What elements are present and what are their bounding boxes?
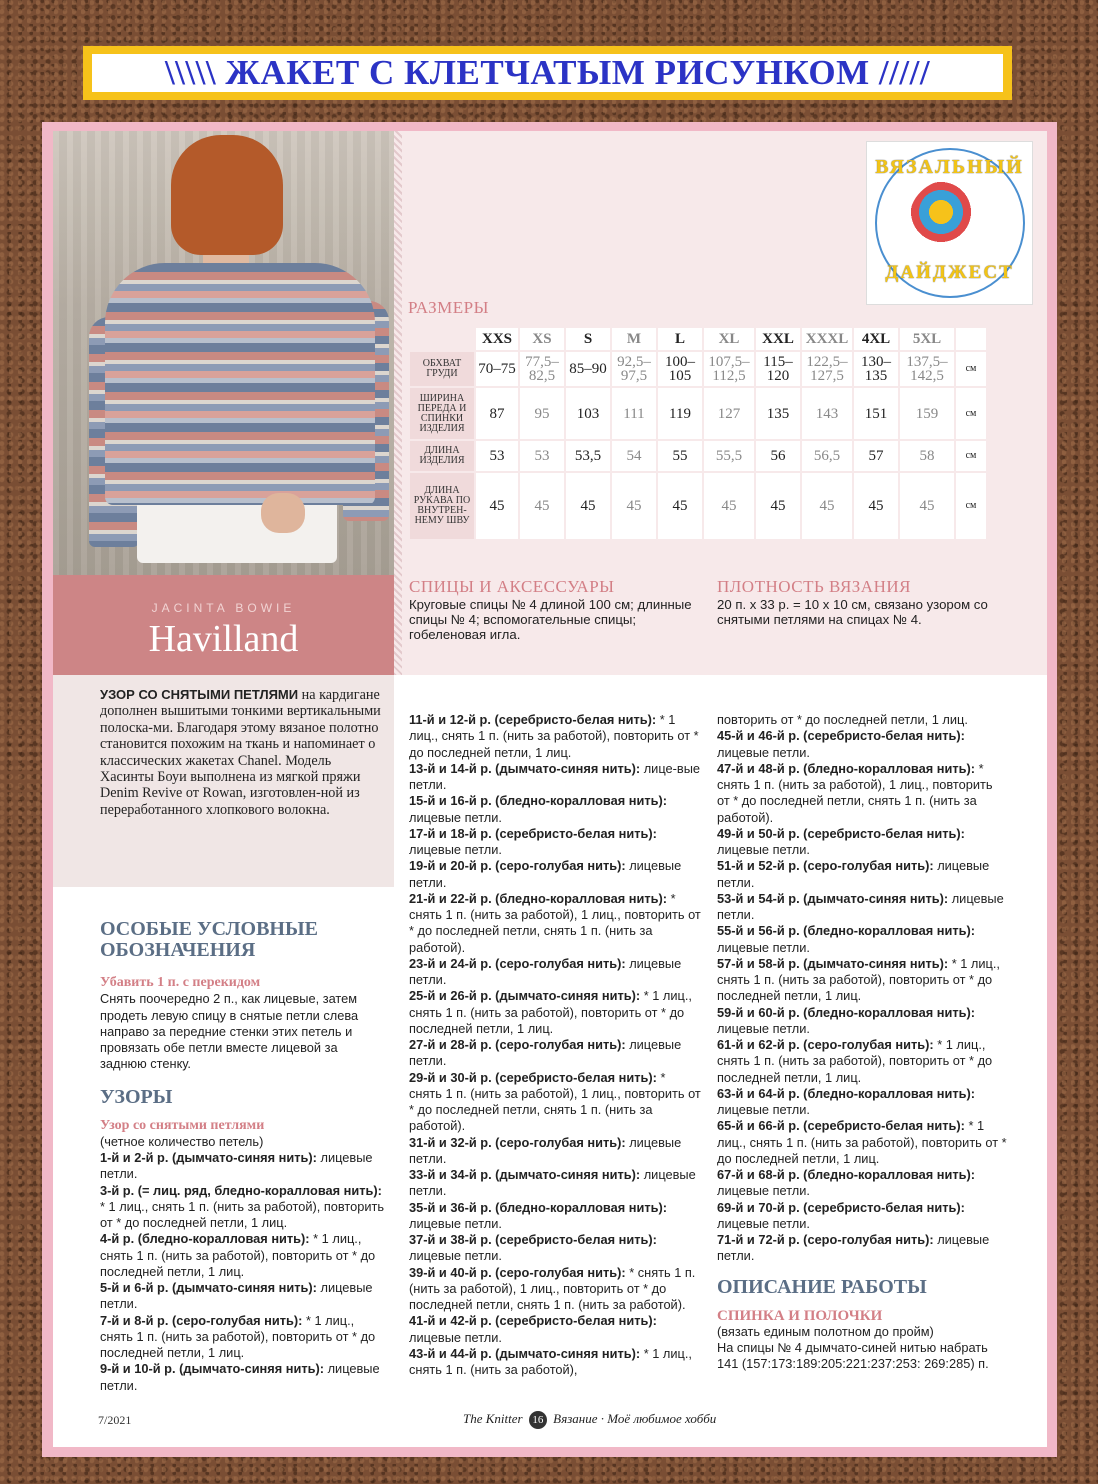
unit: см (956, 441, 986, 471)
row-label: 43-й и 44-й р. (дымчато-синяя нить): (409, 1345, 641, 1361)
cell: 45 (854, 473, 898, 539)
pattern-row (409, 1070, 701, 1135)
row-label: 3-й р. (= лиц. ряд, бледно-коралловая нить): (100, 1182, 382, 1198)
model-photo (53, 131, 394, 575)
intro-lead: УЗОР СО СНЯТЫМИ ПЕТЛЯМИ (100, 687, 299, 702)
size-col: S (566, 328, 610, 350)
row-instruction: * 1 лиц., снять 1 п. (нить за работой), повторить от * до последней петли, 1 лиц. (100, 1312, 376, 1360)
pattern-row (100, 1280, 385, 1313)
cell: 45 (704, 473, 754, 539)
yarn-balls-icon (909, 180, 989, 260)
work-subheading: СПИНКА И ПОЛОЧКИ (717, 1307, 883, 1324)
brand-name: The Knitter (463, 1411, 523, 1426)
cell: 45 (802, 473, 852, 539)
row-instruction: * 1 лиц., снять 1 п. (нить за работой), (409, 1345, 692, 1377)
cell: 45 (658, 473, 702, 539)
row-instruction: * 1 лиц., снять 1 п. (нить за работой), повторить от * до последней петли, 1 лиц. (409, 988, 692, 1036)
sizes-heading: РАЗМЕРЫ (408, 298, 489, 317)
cell: 53 (476, 441, 518, 471)
patterns-heading: УЗОРЫ (100, 1085, 173, 1108)
row-label: 71-й и 72-й р. (серо-голубая нить): (717, 1232, 934, 1247)
row-label: 55-й и 56-й р. (бледно-коралловая нить): (717, 923, 976, 939)
row-instruction: лицевые петли. (409, 809, 502, 825)
cell: 45 (900, 473, 954, 539)
pattern-row (409, 793, 701, 826)
symbols-text: Снять поочередно 2 п., как лицевые, затем продеть левую спицу в снятые петли слева направо за передние стенки этих петель и провязать обе петли вместе лицевой за заднюю стенку. (100, 991, 359, 1072)
row-instruction: * снять 1 п. (нить за работой), 1 лиц., повторить от * до последней петли, снять 1 п. (нить за работой). (717, 760, 993, 825)
row-instruction: лицевые петли. (100, 1280, 373, 1312)
pattern-rows-2 (409, 712, 701, 1378)
tagline: Вязание · Моё любимое хобби (553, 1411, 717, 1426)
row-label: 41-й и 42-й р. (серебристо-белая нить): (409, 1313, 657, 1329)
row-instruction: * 1 лиц., снять 1 п. (нить за работой), повторить от * до последней петли, 1 лиц. (409, 712, 699, 760)
size-col: 4XL (854, 328, 898, 350)
size-col: XL (704, 328, 754, 350)
table-row (410, 388, 986, 439)
row-instruction: лицевые петли. (409, 1167, 696, 1199)
row-instruction: лицевые петли. (717, 1102, 810, 1117)
table-row (410, 473, 986, 539)
cell: 130–135 (854, 352, 898, 386)
row-instruction: * снять 1 п. (нить за работой), 1 лиц., повторить от * до последней петли, снять 1 п. (нить за работой). (409, 890, 701, 955)
row-instruction: лицевые петли. (717, 1232, 990, 1264)
row-label: 4-й р. (бледно-коралловая нить): (100, 1231, 310, 1247)
needles-heading: СПИЦЫ И АКСЕССУАРЫ (409, 577, 615, 596)
title-banner-inner (92, 54, 1003, 92)
cell: 115–120 (756, 352, 800, 386)
row-instruction: лицевые петли. (409, 842, 502, 857)
logo-text-top: ВЯЗАЛЬНЫЙ (875, 156, 1024, 178)
row-instruction: лицевые петли. (717, 744, 810, 760)
cell: 92,5–97,5 (612, 352, 656, 386)
footer-credit (463, 1411, 716, 1429)
row-instruction: * 1 лиц., снять 1 п. (нить за работой), повторить от * до последней петли, 1 лиц. (717, 1037, 993, 1085)
cell: 58 (900, 441, 954, 471)
row-instruction: лицевые петли. (409, 1248, 502, 1264)
row-label: 25-й и 26-й р. (дымчато-синяя нить): (409, 988, 641, 1004)
cell: 100–105 (658, 352, 702, 386)
cell: 111 (612, 388, 656, 439)
row-instruction: лицевые петли. (717, 1183, 810, 1199)
needles-text: Круговые спицы № 4 длиной 100 см; длинные спицы № 4; вспомогательные спицы; гобеленовая игла. (409, 597, 692, 642)
row-label: 51-й и 52-й р. (серо-голубая нить): (717, 858, 934, 874)
row-label: 37-й и 38-й р. (серебристо-белая нить): (409, 1232, 657, 1247)
pattern-row (717, 891, 1007, 924)
magazine-page (42, 122, 1057, 1457)
row-label: 5-й и 6-й р. (дымчато-синяя нить): (100, 1280, 317, 1295)
row-instruction: лицевые петли. (100, 1361, 380, 1393)
row-label: 9-й и 10-й р. (дымчато-синяя нить): (100, 1361, 325, 1377)
unit: см (956, 388, 986, 439)
row-label: 65-й и 66-й р. (серебристо-белая нить): (717, 1118, 965, 1134)
column-1 (100, 919, 385, 1394)
cell: 56,5 (802, 441, 852, 471)
unit: см (956, 473, 986, 539)
row-instruction: лицевые петли. (717, 1215, 810, 1231)
magazine-page-content (53, 131, 1047, 1447)
pattern-row (409, 826, 701, 859)
pattern-row (717, 826, 1007, 859)
row-label: 15-й и 16-й р. (бледно-коралловая нить): (409, 793, 668, 809)
density-text: 20 п. х 33 р. = 10 х 10 см, связано узором со снятыми петлями на спицах № 4. (717, 597, 988, 627)
pattern-row (409, 891, 701, 956)
row-label: 45-й и 46-й р. (серебристо-белая нить): (717, 728, 965, 744)
row-instruction: лицевые петли. (409, 858, 682, 890)
symbols-heading: ОСОБЫЕ УСЛОВНЫЕ ОБОЗНАЧЕНИЯ (100, 918, 318, 961)
cell: 45 (756, 473, 800, 539)
cell: 45 (566, 473, 610, 539)
row-instruction: лицевые петли. (717, 939, 810, 955)
row-instruction: лицевые петли. (409, 1215, 502, 1231)
cell: 70–75 (476, 352, 518, 386)
pattern-row (717, 1167, 1007, 1200)
patterns-subheading: Узор со снятыми петлями (100, 1117, 265, 1133)
pattern-row (409, 1037, 701, 1070)
row-instruction: лицевые петли. (409, 1134, 682, 1166)
cell: 122,5–127,5 (802, 352, 852, 386)
row-instruction: лицевые петли. (717, 842, 810, 857)
size-col: 5XL (900, 328, 954, 350)
pattern-row (717, 956, 1007, 1005)
pattern-row (717, 1118, 1007, 1167)
row-instruction: лицевые петли. (100, 1150, 373, 1182)
pattern-row (717, 923, 1007, 956)
cell: 107,5–112,5 (704, 352, 754, 386)
page-title: \\\\\ ЖАКЕТ С КЛЕТЧАТЫМ РИСУНКОМ ///// (164, 53, 931, 92)
pattern-row (100, 1150, 385, 1183)
row-label: 33-й и 34-й р. (дымчато-синяя нить): (409, 1167, 641, 1182)
row-instruction: лице-вые петли. (409, 760, 701, 792)
cell: 53 (520, 441, 564, 471)
row-label: 63-й и 64-й р. (бледно-коралловая нить): (717, 1085, 976, 1101)
cell: 87 (476, 388, 518, 439)
sizes-header-row (410, 328, 986, 350)
cell: 45 (476, 473, 518, 539)
pattern-row (100, 1361, 385, 1394)
row-label: ШИРИНА ПЕРЕДА И СПИНКИ ИЗДЕЛИЯ (410, 388, 474, 439)
pattern-row (409, 1135, 701, 1168)
row-label: 27-й и 28-й р. (серо-голубая нить): (409, 1037, 626, 1052)
row-instruction: * 1 лиц., снять 1 п. (нить за работой), повторить от * до последней петли, 1 лиц. (717, 1118, 1007, 1166)
cell: 57 (854, 441, 898, 471)
row-label: 1-й и 2-й р. (дымчато-синяя нить): (100, 1150, 317, 1165)
row-label: 23-й и 24-й р. (серо-голубая нить): (409, 955, 626, 971)
work-text: На спицы № 4 дымчато-синей нитью набрать 141 (157:173:189:205:221:237:253: 269:285) п. (717, 1340, 989, 1372)
pattern-row (717, 728, 1007, 761)
row-instruction: * снять 1 п. (нить за работой), 1 лиц., повторить от * до последней петли, снять 1 п. (нить за работой). (409, 1069, 701, 1134)
pattern-row (100, 1231, 385, 1280)
row-label: 57-й и 58-й р. (дымчато-синяя нить): (717, 955, 949, 971)
pattern-row (717, 1037, 1007, 1086)
cell: 127 (704, 388, 754, 439)
row-label: ДЛИНА ИЗДЕЛИЯ (410, 441, 474, 471)
pattern-row (409, 1200, 701, 1233)
row-label: 53-й и 54-й р. (дымчато-синяя нить): (717, 890, 949, 906)
row-label: 17-й и 18-й р. (серебристо-белая нить): (409, 825, 657, 841)
pattern-row (717, 1086, 1007, 1119)
pattern-rows-1 (100, 1150, 385, 1394)
issue-number: 7/2021 (98, 1413, 132, 1427)
pattern-row (717, 1232, 1007, 1265)
pattern-row (717, 761, 1007, 826)
row-label: 13-й и 14-й р. (дымчато-синяя нить): (409, 760, 641, 776)
row-label: 59-й и 60-й р. (бледно-коралловая нить): (717, 1004, 976, 1020)
cell: 54 (612, 441, 656, 471)
cell: 55,5 (704, 441, 754, 471)
row-instruction: лицевые петли. (717, 858, 990, 890)
cell: 56 (756, 441, 800, 471)
size-col: XXL (756, 328, 800, 350)
work-note: (вязать единым полотном до пройм) (717, 1323, 934, 1339)
design-title: Havilland (148, 618, 299, 660)
row-label: 29-й и 30-й р. (серебристо-белая нить): (409, 1069, 657, 1085)
row-label: ДЛИНА РУКАВА ПО ВНУТРЕН-НЕМУ ШВУ (410, 473, 474, 539)
intro-paragraph (100, 687, 385, 818)
row-label: 11-й и 12-й р. (серебристо-белая нить): (409, 712, 657, 727)
pattern-row (409, 1313, 701, 1346)
cell: 53,5 (566, 441, 610, 471)
cell: 103 (566, 388, 610, 439)
size-col: XXXL (802, 328, 852, 350)
stitch-divider (394, 131, 402, 675)
cell: 45 (520, 473, 564, 539)
symbols-subheading: Убавить 1 п. с перекидом (100, 975, 261, 990)
pattern-row (409, 1167, 701, 1200)
row-instruction: лицевые петли. (409, 1329, 502, 1345)
pattern-rows-3 (717, 728, 1007, 1264)
pattern-row (409, 761, 701, 794)
cell: 151 (854, 388, 898, 439)
patterns-note: (четное количество петель) (100, 1133, 264, 1149)
row-instruction: * 1 лиц., снять 1 п. (нить за работой), повторить от * до последней петли, 1 лиц. (717, 955, 1000, 1004)
work-heading: ОПИСАНИЕ РАБОТЫ (717, 1275, 927, 1298)
row-label: 21-й и 22-й р. (бледно-коралловая нить): (409, 890, 668, 906)
size-col: L (658, 328, 702, 350)
designer-name: JACINTA BOWIE (151, 601, 296, 615)
row-label: 19-й и 20-й р. (серо-голубая нить): (409, 858, 626, 874)
size-col: XS (520, 328, 564, 350)
pattern-row (100, 1313, 385, 1362)
title-banner (83, 46, 1012, 100)
size-col: XXS (476, 328, 518, 350)
pattern-row (409, 1265, 701, 1314)
pattern-row (717, 858, 1007, 891)
table-row (410, 352, 986, 386)
model-hair (171, 135, 283, 255)
row-instruction: * снять 1 п. (нить за работой), 1 лиц., повторить от * до последней петли, снять 1 п. (нить за работой). (409, 1264, 696, 1312)
row-label: 69-й и 70-й р. (серебристо-белая нить): (717, 1199, 965, 1215)
logo (866, 141, 1033, 305)
size-col: M (612, 328, 656, 350)
intro-text: на кардигане дополнен вышитыми тонкими вертикальными полоска-ми. Благодаря этому вязаное полотно становится похожим на ткань и напоминает о классических жакетах Chanel. Модель Хасинты Боуи выполнена из мягкой пряжи Denim Revive от Rowan, изготовлен-ной из переработанного хлопкового волокна. (100, 687, 381, 818)
row-instruction: * 1 лиц., снять 1 п. (нить за работой), повторить от * до последней петли, 1 лиц. (100, 1231, 376, 1279)
cell: 119 (658, 388, 702, 439)
pattern-row (717, 1200, 1007, 1233)
striped-jacket (105, 263, 375, 505)
cell: 143 (802, 388, 852, 439)
cell: 45 (612, 473, 656, 539)
pattern-row (409, 1346, 701, 1379)
row-continuation: повторить от * до последней петли, 1 лиц. (717, 712, 968, 727)
cell: 85–90 (566, 352, 610, 386)
cell: 135 (756, 388, 800, 439)
pattern-row (409, 1232, 701, 1265)
row-instruction: лицевые петли. (409, 955, 682, 987)
unit: см (956, 352, 986, 386)
pattern-row (409, 956, 701, 989)
density-heading: ПЛОТНОСТЬ ВЯЗАНИЯ (717, 577, 911, 596)
row-instruction: лицевые петли. (717, 890, 1004, 922)
row-instruction: * 1 лиц., снять 1 п. (нить за работой), повторить от * до последней петли, 1 лиц. (100, 1198, 385, 1230)
page-number: 16 (529, 1411, 547, 1429)
pattern-row (717, 1005, 1007, 1038)
cell: 137,5–142,5 (900, 352, 954, 386)
pattern-row (409, 988, 701, 1037)
pattern-row (100, 1183, 385, 1232)
cell: 77,5–82,5 (520, 352, 564, 386)
row-label: 49-й и 50-й р. (серебристо-белая нить): (717, 825, 965, 841)
row-label: 47-й и 48-й р. (бледно-коралловая нить): (717, 760, 976, 776)
column-2 (409, 712, 701, 1378)
row-label: ОБХВАТ ГРУДИ (410, 352, 474, 386)
row-label: 31-й и 32-й р. (серо-голубая нить): (409, 1134, 626, 1150)
row-label: 39-й и 40-й р. (серо-голубая нить): (409, 1264, 626, 1280)
row-instruction: лицевые петли. (717, 1020, 810, 1036)
row-label: 61-й и 62-й р. (серо-голубая нить): (717, 1037, 934, 1052)
row-label: 67-й и 68-й р. (бледно-коралловая нить): (717, 1167, 976, 1182)
logo-text-bottom: ДАЙДЖЕСТ (885, 262, 1014, 283)
sizes-table (408, 326, 988, 541)
column-3 (717, 712, 1007, 1373)
table-row (410, 441, 986, 471)
cell: 159 (900, 388, 954, 439)
cell: 95 (520, 388, 564, 439)
row-label: 7-й и 8-й р. (серо-голубая нить): (100, 1312, 303, 1328)
pattern-row (409, 712, 701, 761)
row-instruction: лицевые петли. (409, 1037, 682, 1069)
row-label: 35-й и 36-й р. (бледно-коралловая нить): (409, 1199, 668, 1215)
cell: 55 (658, 441, 702, 471)
pattern-row (409, 858, 701, 891)
